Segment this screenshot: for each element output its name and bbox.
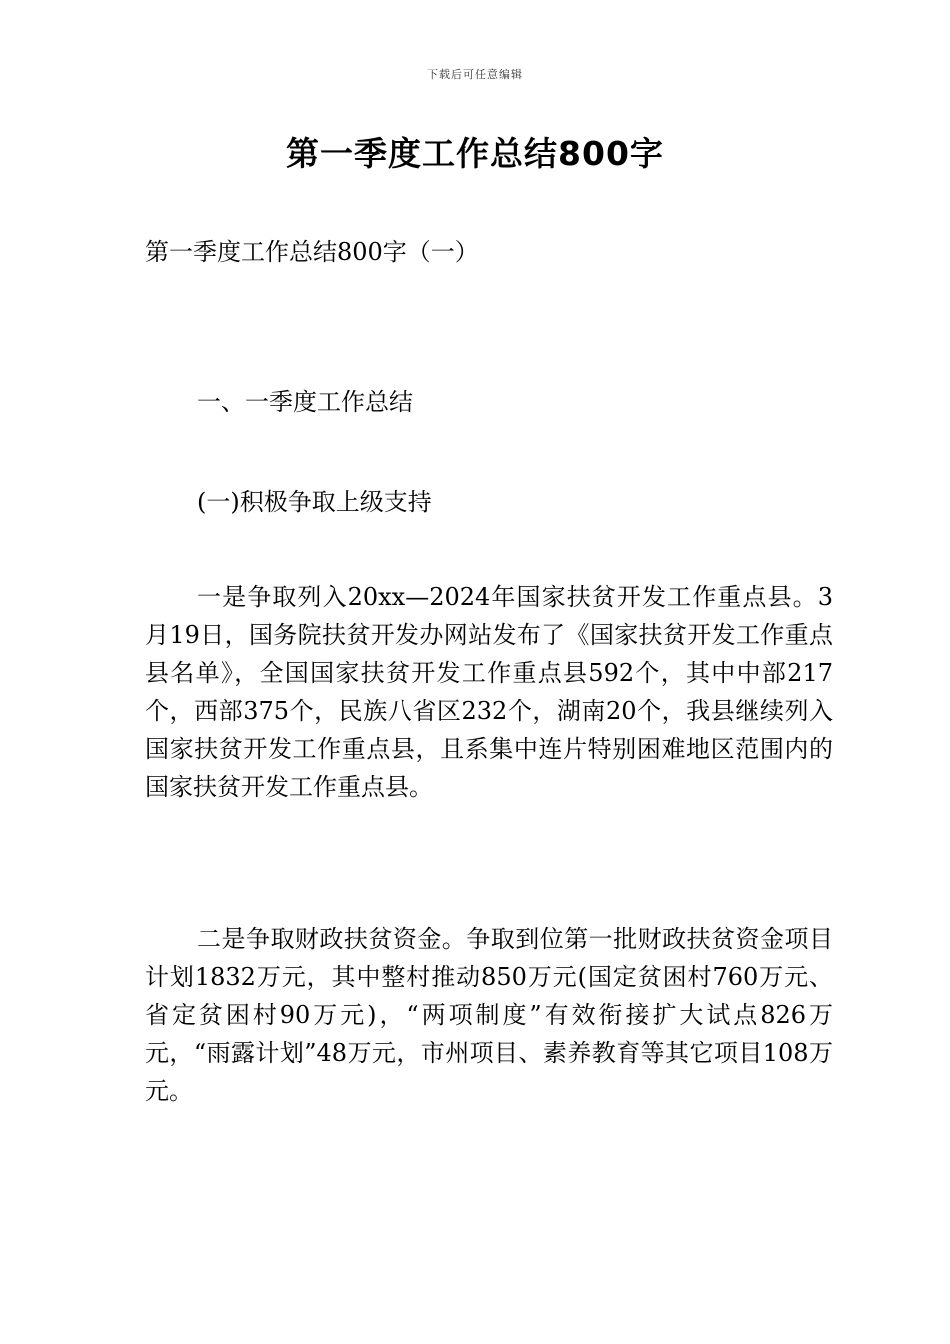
body-paragraph: 二是争取财政扶贫资金。争取到位第一批财政扶贫资金项目计划1832万元，其中整村推动850万元(国定贫困村760万元、省定贫困村90万元)，“两项制度”有效衔接扩大试点826万元，“雨露计划”48万元，市州项目、素养教育等其它项目108万元。 — [145, 925, 833, 1105]
header-note: 下载后可任意编辑 — [427, 68, 523, 81]
document-title: 第一季度工作总结800字 — [286, 134, 664, 173]
body-paragraph: 一是争取列入20xx—2024年国家扶贫开发工作重点县。3月19日，国务院扶贫开发办网站发布了《国家扶贫开发工作重点县名单》，全国国家扶贫开发工作重点县592个，其中中部217个，西部375个，民族八省区232个，湖南20个，我县继续列入国家扶贫开发工作重点县，且系集中连片特别困难地区范围内的国家扶贫开发工作重点县。 — [145, 583, 833, 801]
document-subtitle: 第一季度工作总结800字（一） — [145, 238, 479, 266]
section-heading: 一、一季度工作总结 — [197, 388, 413, 416]
subsection-heading: (一)积极争取上级支持 — [197, 488, 432, 516]
